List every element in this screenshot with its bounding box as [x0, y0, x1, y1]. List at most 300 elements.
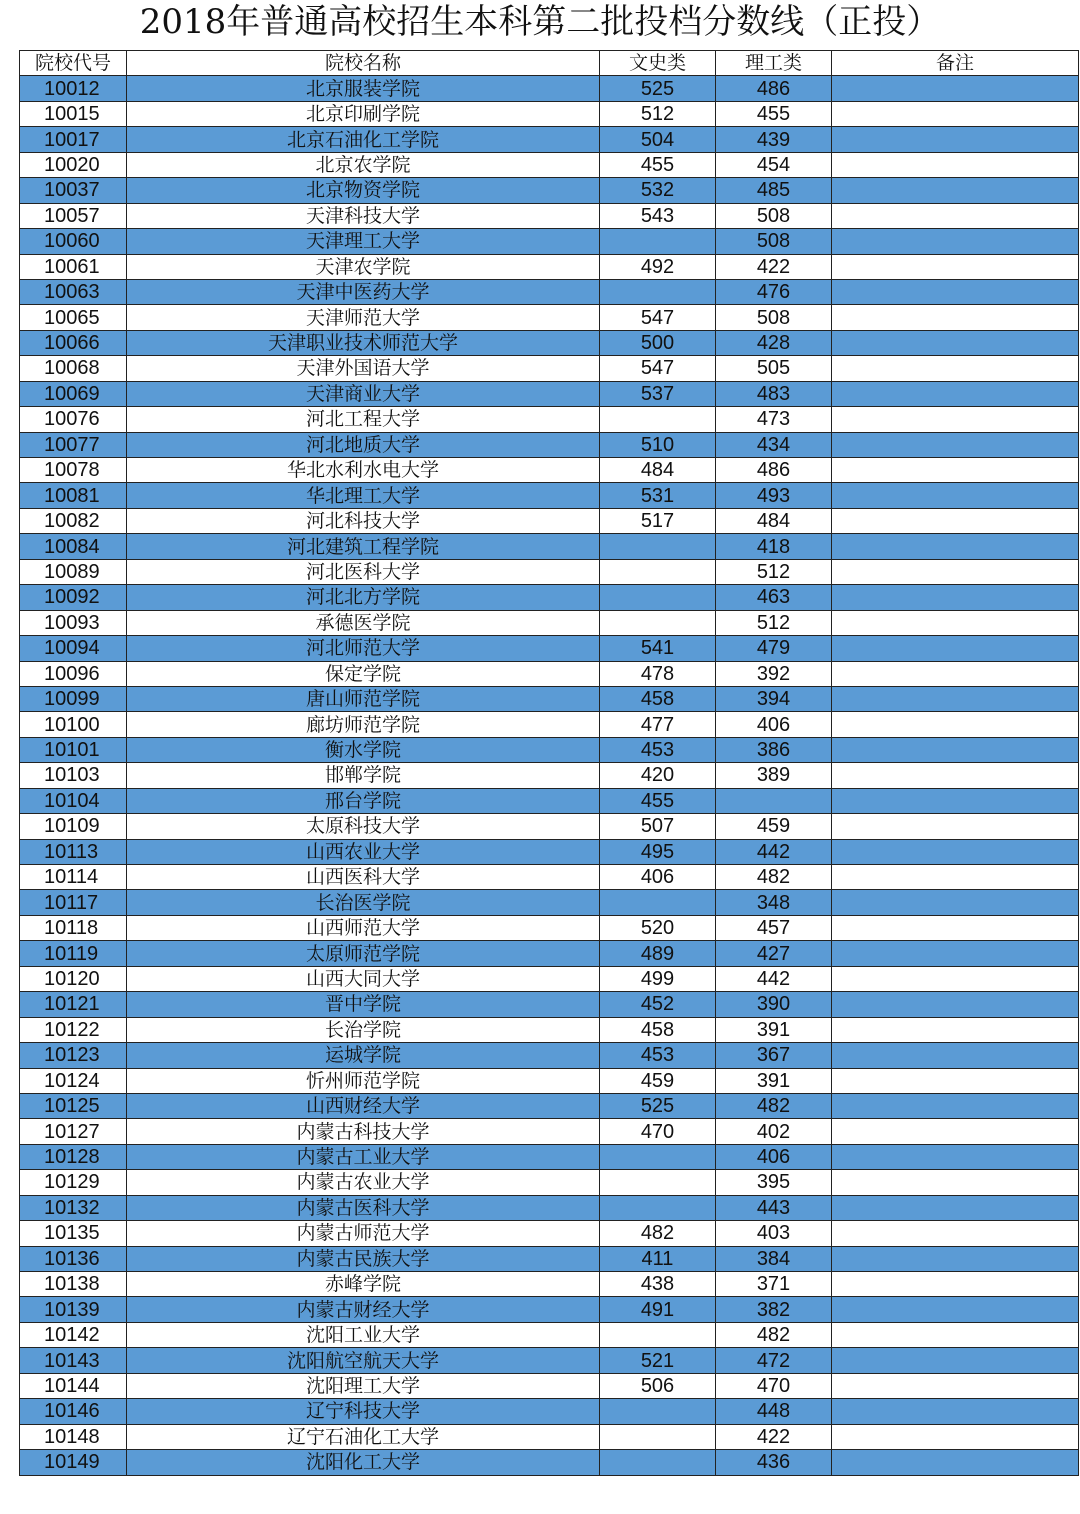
cell-li: 505	[716, 356, 832, 381]
cell-note	[832, 559, 1079, 584]
cell-code: 10148	[20, 1424, 127, 1449]
cell-note	[832, 1246, 1079, 1271]
table-row	[20, 610, 1079, 635]
table-row	[20, 712, 1079, 737]
cell-wen	[600, 1450, 716, 1475]
cell-li: 434	[716, 432, 832, 457]
table-row	[20, 559, 1079, 584]
cell-code: 10082	[20, 508, 127, 533]
page-title: 2018年普通高校招生本科第二批投档分数线（正投）	[139, 2, 941, 42]
cell-name: 沈阳航空航天大学	[127, 1348, 600, 1373]
cell-wen	[600, 610, 716, 635]
cell-note	[832, 534, 1079, 559]
cell-name: 唐山师范学院	[127, 686, 600, 711]
cell-wen: 477	[600, 712, 716, 737]
cell-name: 山西财经大学	[127, 1093, 600, 1118]
table-row	[20, 1399, 1079, 1424]
cell-note	[832, 1093, 1079, 1118]
cell-wen	[600, 407, 716, 432]
cell-li: 473	[716, 407, 832, 432]
cell-name: 北京农学院	[127, 152, 600, 177]
cell-name: 河北建筑工程学院	[127, 534, 600, 559]
cell-name: 天津理工大学	[127, 229, 600, 254]
cell-name: 衡水学院	[127, 737, 600, 762]
cell-wen: 499	[600, 966, 716, 991]
table-row	[20, 330, 1079, 355]
cell-wen: 411	[600, 1246, 716, 1271]
cell-note	[832, 737, 1079, 762]
cell-note	[832, 1170, 1079, 1195]
table-row	[20, 686, 1079, 711]
cell-wen: 537	[600, 381, 716, 406]
header-name: 院校名称	[127, 51, 600, 76]
cell-code: 10146	[20, 1399, 127, 1424]
cell-name: 山西医科大学	[127, 865, 600, 890]
cell-note	[832, 636, 1079, 661]
cell-li: 470	[716, 1373, 832, 1398]
cell-note	[832, 101, 1079, 126]
cell-wen: 453	[600, 737, 716, 762]
cell-wen: 521	[600, 1348, 716, 1373]
table-row	[20, 1170, 1079, 1195]
table-row	[20, 992, 1079, 1017]
cell-li: 391	[716, 1017, 832, 1042]
table-row	[20, 1322, 1079, 1347]
cell-note	[832, 407, 1079, 432]
cell-li: 386	[716, 737, 832, 762]
cell-code: 10138	[20, 1272, 127, 1297]
cell-wen: 455	[600, 788, 716, 813]
cell-li: 482	[716, 1322, 832, 1347]
cell-wen: 470	[600, 1119, 716, 1144]
cell-note	[832, 279, 1079, 304]
cell-name: 赤峰学院	[127, 1272, 600, 1297]
cell-code: 10120	[20, 966, 127, 991]
table-row	[20, 1297, 1079, 1322]
cell-wen: 532	[600, 178, 716, 203]
cell-li: 406	[716, 1144, 832, 1169]
cell-wen	[600, 279, 716, 304]
cell-code: 10092	[20, 585, 127, 610]
cell-name: 天津师范大学	[127, 305, 600, 330]
cell-code: 10103	[20, 763, 127, 788]
cell-li: 371	[716, 1272, 832, 1297]
table-row	[20, 636, 1079, 661]
cell-note	[832, 788, 1079, 813]
cell-wen: 406	[600, 865, 716, 890]
table-row	[20, 432, 1079, 457]
cell-note	[832, 585, 1079, 610]
cell-note	[832, 127, 1079, 152]
cell-code: 10114	[20, 865, 127, 890]
cell-code: 10093	[20, 610, 127, 635]
cell-name: 河北医科大学	[127, 559, 600, 584]
cell-code: 10066	[20, 330, 127, 355]
cell-note	[832, 686, 1079, 711]
cell-name: 沈阳理工大学	[127, 1373, 600, 1398]
cell-code: 10101	[20, 737, 127, 762]
cell-wen: 506	[600, 1373, 716, 1398]
table-row	[20, 229, 1079, 254]
table-row	[20, 763, 1079, 788]
cell-wen: 438	[600, 1272, 716, 1297]
cell-note	[832, 915, 1079, 940]
cell-name: 太原科技大学	[127, 814, 600, 839]
cell-li: 382	[716, 1297, 832, 1322]
cell-name: 华北水利水电大学	[127, 458, 600, 483]
cell-li: 367	[716, 1043, 832, 1068]
cell-wen: 507	[600, 814, 716, 839]
cell-li: 389	[716, 763, 832, 788]
cell-code: 10069	[20, 381, 127, 406]
header-wen: 文史类	[600, 51, 716, 76]
cell-li: 391	[716, 1068, 832, 1093]
cell-note	[832, 356, 1079, 381]
cell-note	[832, 458, 1079, 483]
cell-code: 10081	[20, 483, 127, 508]
table-row	[20, 76, 1079, 101]
cell-code: 10063	[20, 279, 127, 304]
cell-code: 10149	[20, 1450, 127, 1475]
cell-note	[832, 381, 1079, 406]
cell-note	[832, 1017, 1079, 1042]
cell-code: 10037	[20, 178, 127, 203]
cell-wen: 484	[600, 458, 716, 483]
table-row	[20, 1246, 1079, 1271]
cell-wen: 525	[600, 1093, 716, 1118]
cell-name: 运城学院	[127, 1043, 600, 1068]
cell-wen	[600, 534, 716, 559]
cell-li: 508	[716, 203, 832, 228]
cell-li: 512	[716, 559, 832, 584]
table-row	[20, 152, 1079, 177]
table-row	[20, 1068, 1079, 1093]
cell-name: 保定学院	[127, 661, 600, 686]
cell-name: 河北北方学院	[127, 585, 600, 610]
cell-li: 485	[716, 178, 832, 203]
cell-wen: 541	[600, 636, 716, 661]
cell-note	[832, 966, 1079, 991]
table-row	[20, 1450, 1079, 1475]
table-row	[20, 1093, 1079, 1118]
cell-li: 394	[716, 686, 832, 711]
table-row	[20, 101, 1079, 126]
cell-li: 418	[716, 534, 832, 559]
cell-name: 忻州师范学院	[127, 1068, 600, 1093]
cell-name: 北京物资学院	[127, 178, 600, 203]
cell-note	[832, 178, 1079, 203]
table-row	[20, 508, 1079, 533]
cell-wen: 458	[600, 1017, 716, 1042]
cell-name: 沈阳化工大学	[127, 1450, 600, 1475]
cell-li: 486	[716, 76, 832, 101]
table-row	[20, 788, 1079, 813]
table-row	[20, 1424, 1079, 1449]
cell-li: 427	[716, 941, 832, 966]
table-row	[20, 890, 1079, 915]
table-row	[20, 279, 1079, 304]
cell-li: 384	[716, 1246, 832, 1271]
cell-code: 10015	[20, 101, 127, 126]
cell-name: 长治医学院	[127, 890, 600, 915]
cell-code: 10096	[20, 661, 127, 686]
cell-name: 内蒙古工业大学	[127, 1144, 600, 1169]
cell-note	[832, 763, 1079, 788]
cell-code: 10123	[20, 1043, 127, 1068]
table-row	[20, 966, 1079, 991]
cell-li: 455	[716, 101, 832, 126]
cell-name: 天津商业大学	[127, 381, 600, 406]
cell-code: 10065	[20, 305, 127, 330]
table-row	[20, 127, 1079, 152]
cell-li: 443	[716, 1195, 832, 1220]
table-row	[20, 1373, 1079, 1398]
cell-code: 10089	[20, 559, 127, 584]
cell-li: 406	[716, 712, 832, 737]
cell-wen	[600, 229, 716, 254]
cell-wen: 489	[600, 941, 716, 966]
cell-li: 395	[716, 1170, 832, 1195]
cell-code: 10124	[20, 1068, 127, 1093]
cell-code: 10012	[20, 76, 127, 101]
cell-note	[832, 1450, 1079, 1475]
cell-name: 华北理工大学	[127, 483, 600, 508]
header-code: 院校代号	[20, 51, 127, 76]
table-row	[20, 1144, 1079, 1169]
cell-code: 10143	[20, 1348, 127, 1373]
cell-code: 10113	[20, 839, 127, 864]
table-row	[20, 1017, 1079, 1042]
table-row	[20, 1119, 1079, 1144]
cell-wen: 458	[600, 686, 716, 711]
cell-name: 内蒙古师范大学	[127, 1221, 600, 1246]
table-row	[20, 585, 1079, 610]
cell-wen: 482	[600, 1221, 716, 1246]
cell-li: 476	[716, 279, 832, 304]
cell-li: 486	[716, 458, 832, 483]
cell-code: 10122	[20, 1017, 127, 1042]
cell-note	[832, 152, 1079, 177]
cell-note	[832, 814, 1079, 839]
cell-note	[832, 839, 1079, 864]
cell-note	[832, 1399, 1079, 1424]
cell-wen	[600, 1170, 716, 1195]
cell-note	[832, 941, 1079, 966]
header-li: 理工类	[716, 51, 832, 76]
cell-code: 10119	[20, 941, 127, 966]
table-row	[20, 305, 1079, 330]
table-row	[20, 178, 1079, 203]
cell-name: 山西大同大学	[127, 966, 600, 991]
cell-name: 北京印刷学院	[127, 101, 600, 126]
table-row	[20, 458, 1079, 483]
cell-name: 廊坊师范学院	[127, 712, 600, 737]
cell-wen: 510	[600, 432, 716, 457]
cell-name: 天津外国语大学	[127, 356, 600, 381]
cell-li: 390	[716, 992, 832, 1017]
cell-name: 沈阳工业大学	[127, 1322, 600, 1347]
cell-code: 10020	[20, 152, 127, 177]
cell-note	[832, 1322, 1079, 1347]
cell-wen: 547	[600, 305, 716, 330]
cell-li: 483	[716, 381, 832, 406]
cell-note	[832, 229, 1079, 254]
cell-note	[832, 890, 1079, 915]
cell-note	[832, 330, 1079, 355]
table-row	[20, 941, 1079, 966]
cell-name: 邢台学院	[127, 788, 600, 813]
cell-note	[832, 1068, 1079, 1093]
cell-code: 10061	[20, 254, 127, 279]
cell-li: 459	[716, 814, 832, 839]
cell-name: 北京服装学院	[127, 76, 600, 101]
cell-li: 448	[716, 1399, 832, 1424]
cell-name: 内蒙古医科大学	[127, 1195, 600, 1220]
cell-note	[832, 254, 1079, 279]
cell-code: 10117	[20, 890, 127, 915]
cell-note	[832, 1424, 1079, 1449]
cell-wen: 420	[600, 763, 716, 788]
cell-code: 10144	[20, 1373, 127, 1398]
cell-li: 428	[716, 330, 832, 355]
cell-name: 辽宁石油化工大学	[127, 1424, 600, 1449]
cell-wen	[600, 890, 716, 915]
cell-note	[832, 712, 1079, 737]
table-row	[20, 737, 1079, 762]
cell-code: 10142	[20, 1322, 127, 1347]
cell-code: 10118	[20, 915, 127, 940]
cell-wen: 491	[600, 1297, 716, 1322]
cell-name: 太原师范学院	[127, 941, 600, 966]
cell-note	[832, 610, 1079, 635]
cell-li: 436	[716, 1450, 832, 1475]
cell-note	[832, 1348, 1079, 1373]
cell-code: 10017	[20, 127, 127, 152]
cell-wen: 547	[600, 356, 716, 381]
cell-wen	[600, 1399, 716, 1424]
cell-wen: 525	[600, 76, 716, 101]
cell-wen: 478	[600, 661, 716, 686]
cell-name: 北京石油化工学院	[127, 127, 600, 152]
cell-wen: 517	[600, 508, 716, 533]
cell-li: 392	[716, 661, 832, 686]
cell-note	[832, 483, 1079, 508]
cell-code: 10121	[20, 992, 127, 1017]
cell-note	[832, 1119, 1079, 1144]
cell-code: 10077	[20, 432, 127, 457]
table-row	[20, 1221, 1079, 1246]
cell-note	[832, 508, 1079, 533]
cell-wen: 512	[600, 101, 716, 126]
cell-code: 10084	[20, 534, 127, 559]
cell-li: 472	[716, 1348, 832, 1373]
cell-li: 403	[716, 1221, 832, 1246]
cell-li: 482	[716, 1093, 832, 1118]
cell-li: 484	[716, 508, 832, 533]
cell-name: 邯郸学院	[127, 763, 600, 788]
cell-name: 承德医学院	[127, 610, 600, 635]
cell-note	[832, 1221, 1079, 1246]
cell-li: 422	[716, 1424, 832, 1449]
cell-note	[832, 1144, 1079, 1169]
cell-name: 天津中医药大学	[127, 279, 600, 304]
cell-code: 10136	[20, 1246, 127, 1271]
cell-wen	[600, 1322, 716, 1347]
cell-li: 512	[716, 610, 832, 635]
cell-li: 457	[716, 915, 832, 940]
table-row	[20, 1348, 1079, 1373]
cell-name: 内蒙古农业大学	[127, 1170, 600, 1195]
table-row	[20, 381, 1079, 406]
cell-code: 10078	[20, 458, 127, 483]
cell-code: 10100	[20, 712, 127, 737]
cell-wen	[600, 1144, 716, 1169]
cell-name: 长治学院	[127, 1017, 600, 1042]
cell-code: 10094	[20, 636, 127, 661]
cell-wen: 455	[600, 152, 716, 177]
cell-wen	[600, 1195, 716, 1220]
cell-wen: 492	[600, 254, 716, 279]
cell-li: 479	[716, 636, 832, 661]
cell-code: 10104	[20, 788, 127, 813]
cell-li: 493	[716, 483, 832, 508]
cell-code: 10129	[20, 1170, 127, 1195]
cell-wen: 504	[600, 127, 716, 152]
cell-code: 10099	[20, 686, 127, 711]
table-body	[20, 76, 1079, 1475]
table-row	[20, 839, 1079, 864]
cell-note	[832, 76, 1079, 101]
table-row	[20, 915, 1079, 940]
cell-note	[832, 305, 1079, 330]
table-row	[20, 1272, 1079, 1297]
cell-note	[832, 1272, 1079, 1297]
cell-note	[832, 1373, 1079, 1398]
cell-li: 402	[716, 1119, 832, 1144]
cell-code: 10135	[20, 1221, 127, 1246]
cell-note	[832, 432, 1079, 457]
cell-li: 482	[716, 865, 832, 890]
cell-code: 10127	[20, 1119, 127, 1144]
table-row	[20, 203, 1079, 228]
cell-wen: 495	[600, 839, 716, 864]
cell-wen	[600, 585, 716, 610]
cell-note	[832, 1195, 1079, 1220]
cell-wen	[600, 559, 716, 584]
table-row	[20, 1195, 1079, 1220]
cell-name: 河北地质大学	[127, 432, 600, 457]
table-row	[20, 534, 1079, 559]
cell-name: 山西师范大学	[127, 915, 600, 940]
table-row	[20, 356, 1079, 381]
cell-li: 348	[716, 890, 832, 915]
cell-wen	[600, 1424, 716, 1449]
cell-name: 内蒙古民族大学	[127, 1246, 600, 1271]
cell-note	[832, 992, 1079, 1017]
table-row	[20, 814, 1079, 839]
cell-li: 439	[716, 127, 832, 152]
cell-name: 天津农学院	[127, 254, 600, 279]
cell-note	[832, 1297, 1079, 1322]
cell-name: 河北科技大学	[127, 508, 600, 533]
cell-name: 山西农业大学	[127, 839, 600, 864]
cell-li: 454	[716, 152, 832, 177]
cell-name: 内蒙古财经大学	[127, 1297, 600, 1322]
table-row	[20, 254, 1079, 279]
cell-name: 天津科技大学	[127, 203, 600, 228]
cell-name: 天津职业技术师范大学	[127, 330, 600, 355]
cell-wen: 459	[600, 1068, 716, 1093]
